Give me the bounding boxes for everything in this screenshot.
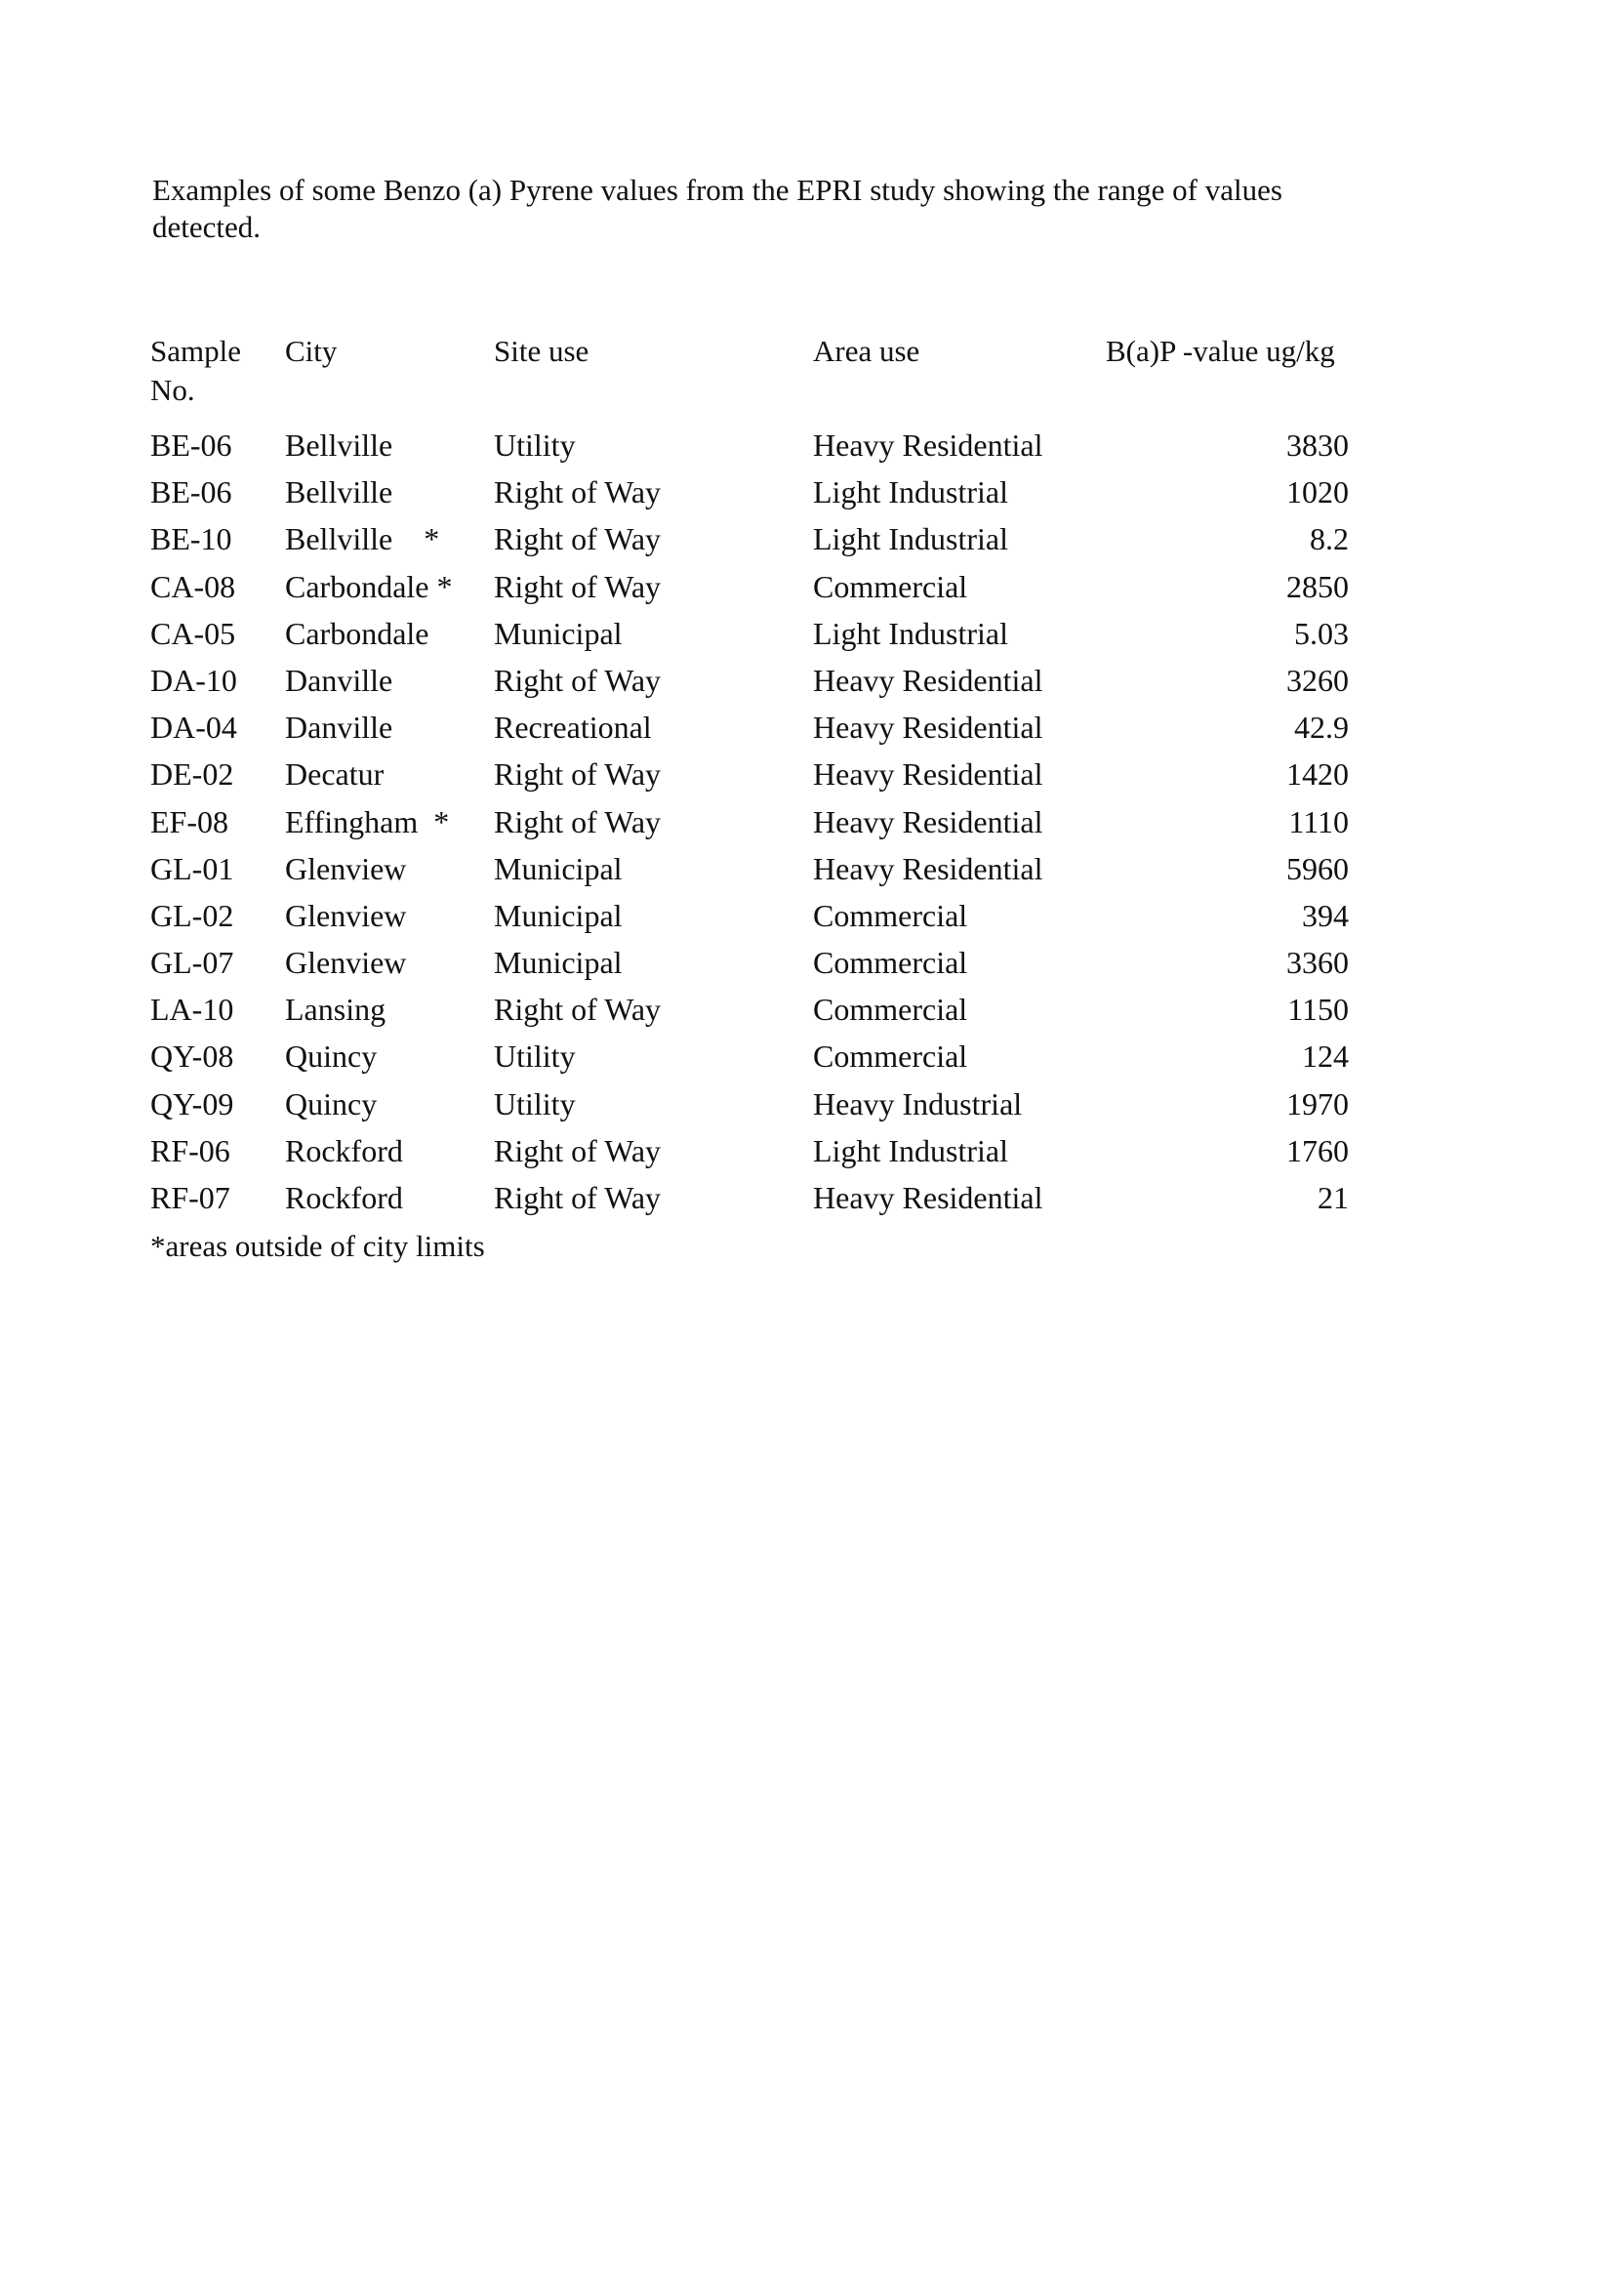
cell-bap-value: 1020 [1286, 474, 1349, 510]
bap-values-table [150, 332, 1357, 1225]
cell-site-use: Utility [494, 428, 576, 463]
cell-bap-value: 3830 [1286, 428, 1349, 463]
cell-city: Glenview [285, 897, 407, 933]
cell-sample-no: BE-10 [150, 521, 232, 557]
cell-bap-value: 124 [1302, 1039, 1349, 1075]
cell-city: Glenview [285, 850, 407, 886]
cell-site-use: Right of Way [494, 1132, 662, 1168]
cell-area-use: Heavy Residential [813, 850, 1043, 886]
cell-city: Bellville [285, 428, 393, 463]
cell-city: Quincy [285, 1039, 378, 1075]
table-row [150, 1178, 1357, 1225]
cell-site-use: Right of Way [494, 474, 662, 510]
cell-area-use: Heavy Residential [813, 803, 1043, 839]
footnote: *areas outside of city limits [150, 1229, 485, 1263]
cell-area-use: Light Industrial [813, 474, 1008, 510]
cell-area-use: Heavy Residential [813, 1180, 1043, 1215]
cell-sample-no: BE-06 [150, 428, 232, 463]
header-bap-value: B(a)P -value ug/kg [1106, 334, 1335, 368]
header-site-use: Site use [494, 334, 589, 368]
cell-bap-value: 3360 [1286, 945, 1349, 981]
table-row [150, 990, 1357, 1037]
cell-area-use: Heavy Residential [813, 756, 1043, 793]
cell-city: Carbondale [285, 615, 429, 651]
table-row [150, 943, 1357, 990]
cell-site-use: Municipal [494, 615, 623, 651]
cell-bap-value: 42.9 [1294, 710, 1349, 746]
header-area-use: Area use [813, 334, 920, 368]
table-row [150, 519, 1357, 566]
cell-site-use: Utility [494, 1039, 576, 1075]
table-row [150, 472, 1357, 519]
cell-city: Effingham * [285, 803, 450, 839]
header-row [150, 332, 1357, 426]
cell-city: Danville [285, 710, 393, 746]
cell-city: Glenview [285, 945, 407, 981]
cell-city: Quincy [285, 1085, 378, 1121]
cell-bap-value: 1760 [1286, 1132, 1349, 1168]
table-row [150, 802, 1357, 849]
cell-sample-no: RF-06 [150, 1132, 230, 1168]
cell-sample-no: GL-07 [150, 945, 234, 981]
cell-bap-value: 394 [1302, 897, 1349, 933]
cell-bap-value: 8.2 [1310, 521, 1349, 557]
cell-city: Carbondale * [285, 568, 453, 604]
table-body [150, 426, 1357, 1225]
cell-bap-value: 1420 [1286, 756, 1349, 793]
cell-bap-value: 5960 [1286, 850, 1349, 886]
cell-area-use: Commercial [813, 568, 968, 604]
cell-site-use: Utility [494, 1085, 576, 1121]
cell-area-use: Commercial [813, 1039, 968, 1075]
cell-site-use: Municipal [494, 945, 623, 981]
table-row [150, 1037, 1357, 1083]
cell-area-use: Commercial [813, 945, 968, 981]
cell-bap-value: 1110 [1288, 803, 1349, 839]
cell-city: Rockford [285, 1180, 403, 1215]
table-row [150, 754, 1357, 801]
table-row [150, 1131, 1357, 1178]
cell-sample-no: QY-09 [150, 1085, 234, 1121]
table-row [150, 567, 1357, 614]
cell-bap-value: 21 [1318, 1180, 1349, 1215]
table-row [150, 849, 1357, 896]
cell-site-use: Recreational [494, 710, 652, 746]
cell-sample-no: LA-10 [150, 992, 234, 1028]
cell-bap-value: 3260 [1286, 662, 1349, 698]
table-row [150, 896, 1357, 943]
cell-site-use: Right of Way [494, 756, 662, 793]
cell-city: Danville [285, 662, 393, 698]
cell-sample-no: DE-02 [150, 756, 234, 793]
cell-area-use: Light Industrial [813, 1132, 1008, 1168]
cell-city: Decatur [285, 756, 385, 793]
header-city: City [285, 334, 338, 368]
cell-area-use: Commercial [813, 897, 968, 933]
cell-sample-no: GL-02 [150, 897, 234, 933]
cell-sample-no: BE-06 [150, 474, 232, 510]
cell-sample-no: QY-08 [150, 1039, 234, 1075]
cell-sample-no: RF-07 [150, 1180, 230, 1215]
intro-paragraph: Examples of some Benzo (a) Pyrene values from the EPRI study showing the range of values detected. [152, 173, 1282, 244]
cell-site-use: Right of Way [494, 521, 662, 557]
cell-site-use: Municipal [494, 897, 623, 933]
cell-sample-no: CA-05 [150, 615, 236, 651]
cell-site-use: Municipal [494, 850, 623, 886]
cell-city: Rockford [285, 1132, 403, 1168]
cell-area-use: Heavy Industrial [813, 1085, 1023, 1121]
cell-area-use: Light Industrial [813, 521, 1008, 557]
table-row [150, 661, 1357, 708]
cell-bap-value: 1150 [1287, 992, 1349, 1028]
cell-city: Bellville * [285, 521, 440, 557]
cell-sample-no: CA-08 [150, 568, 236, 604]
header-sample-no [150, 332, 285, 426]
cell-sample-no: DA-04 [150, 710, 237, 746]
cell-sample-no: DA-10 [150, 662, 237, 698]
cell-site-use: Right of Way [494, 662, 662, 698]
table-row [150, 614, 1357, 661]
cell-bap-value: 5.03 [1294, 615, 1349, 651]
cell-city: Lansing [285, 992, 386, 1028]
table-header [150, 332, 1357, 426]
table-row [150, 1084, 1357, 1131]
cell-site-use: Right of Way [494, 1180, 662, 1215]
table-row [150, 708, 1357, 754]
cell-area-use: Heavy Residential [813, 428, 1043, 463]
cell-area-use: Commercial [813, 992, 968, 1028]
cell-bap-value: 2850 [1286, 568, 1349, 604]
table-row [150, 426, 1357, 472]
cell-sample-no: GL-01 [150, 850, 234, 886]
header-sample-no-text: Sample No. [150, 334, 241, 407]
cell-site-use: Right of Way [494, 992, 662, 1028]
cell-area-use: Light Industrial [813, 615, 1008, 651]
cell-site-use: Right of Way [494, 568, 662, 604]
cell-city: Bellville [285, 474, 393, 510]
cell-bap-value: 1970 [1286, 1085, 1349, 1121]
cell-area-use: Heavy Residential [813, 710, 1043, 746]
cell-sample-no: EF-08 [150, 803, 228, 839]
cell-site-use: Right of Way [494, 803, 662, 839]
cell-area-use: Heavy Residential [813, 662, 1043, 698]
